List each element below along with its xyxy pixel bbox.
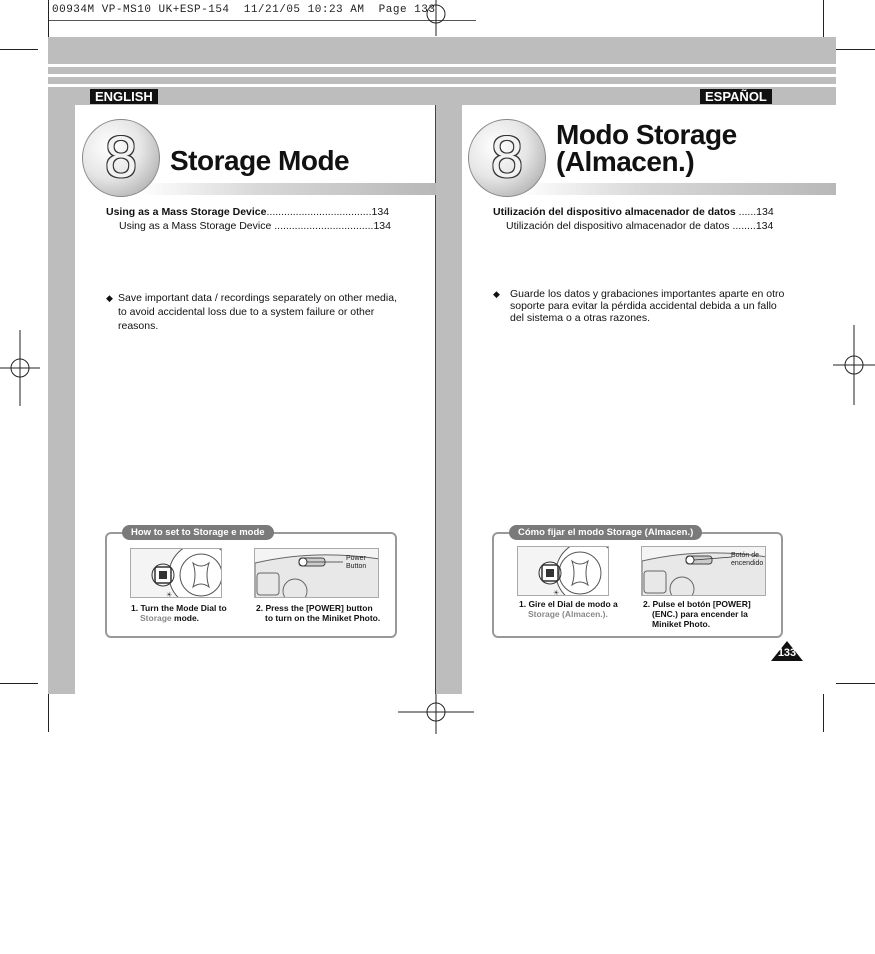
- header-band: [436, 37, 836, 59]
- toc-label: Using as a Mass Storage Device: [119, 220, 272, 232]
- toc-label: Using as a Mass Storage Device: [106, 206, 267, 218]
- step-caption: [131, 603, 246, 623]
- toc-entry[interactable]: [119, 219, 394, 233]
- toc-label: Utilización del dispositivo almacenador de datos: [493, 206, 736, 218]
- bullet-line: to avoid accidental loss due to a system failure or other: [118, 306, 375, 318]
- print-header: 00934M VP-MS10 UK+ESP-154 11/21/05 10:23 AM Page 133: [52, 4, 436, 16]
- callout-line: Button: [346, 563, 367, 570]
- bullet-line: soporte para evitar la pérdida accidental debida a un fallo: [510, 300, 777, 312]
- page-title: Storage Mode: [170, 145, 350, 176]
- step-text: mode.: [171, 613, 200, 623]
- mode-dial-illustration: [517, 546, 609, 596]
- diamond-bullet-icon: ◆: [106, 293, 113, 303]
- svg-text:☀: ☀: [166, 592, 173, 598]
- toc-dots: ......: [735, 206, 757, 218]
- step-line: (ENC.) para encender la: [652, 609, 748, 619]
- toc-dots: ..................................: [271, 220, 374, 232]
- mode-dial-illustration: [130, 548, 222, 598]
- bullet-note: [493, 288, 798, 330]
- language-bar: [436, 87, 836, 105]
- chapter-number: 8: [104, 125, 138, 190]
- page-title-line: Modo Storage: [556, 119, 737, 150]
- page-title-line: (Almacen.): [556, 146, 695, 177]
- registration-mark-icon: [0, 330, 40, 406]
- toc-entry[interactable]: [106, 205, 394, 219]
- step-highlight: Storage (Almacen.).: [528, 609, 608, 619]
- bullet-text: [118, 291, 397, 333]
- diamond-bullet-icon: ◆: [493, 289, 500, 299]
- step-line: 1. Gire el Dial de modo a: [519, 599, 618, 609]
- toc-entry[interactable]: [506, 219, 793, 233]
- step-highlight: Storage: [140, 613, 172, 623]
- toc-page: 134: [371, 206, 390, 218]
- toc-dots: ....................................: [266, 206, 372, 218]
- mode-dial-icon: [131, 549, 222, 598]
- page-title: [556, 121, 737, 175]
- crop-mark: [823, 694, 824, 732]
- callout-line: Botón de: [731, 552, 760, 559]
- side-strip: [436, 105, 462, 694]
- page-number: 133: [777, 647, 797, 659]
- crop-mark: [836, 49, 875, 50]
- toc-page: 134: [756, 206, 774, 218]
- step-caption: [519, 599, 634, 619]
- toc-entry[interactable]: [493, 205, 793, 219]
- toc-page: 134: [755, 220, 774, 232]
- step-line: [131, 613, 246, 623]
- crop-mark: [0, 49, 38, 50]
- step-line: 2. Press the [POWER] button: [256, 603, 373, 613]
- crop-mark: [0, 683, 38, 684]
- chapter-number: 8: [490, 125, 524, 190]
- callout-label: [346, 555, 366, 571]
- svg-text:☀: ☀: [553, 590, 560, 596]
- side-strip: [48, 105, 75, 694]
- bullet-note: [106, 291, 406, 336]
- step-line: 2. Pulse el botón [POWER]: [643, 599, 751, 609]
- crop-mark: [836, 683, 875, 684]
- step-line: to turn on the Miniket Photo.: [265, 613, 381, 623]
- title-underbar: [138, 183, 436, 195]
- bullet-line: reasons.: [118, 320, 159, 332]
- bullet-text: [510, 288, 784, 324]
- callout-line: Power: [346, 555, 366, 562]
- crop-mark: [48, 0, 49, 38]
- title-underbar: [516, 183, 836, 195]
- toc-page: 134: [373, 220, 391, 232]
- step-line: 1. Turn the Mode Dial to: [131, 603, 227, 613]
- language-label: ESPAÑOL: [700, 89, 772, 104]
- mode-dial-icon: [518, 547, 609, 596]
- crop-mark: [823, 0, 824, 38]
- registration-mark-icon: [833, 325, 875, 405]
- language-label: ENGLISH: [90, 89, 158, 104]
- header-band: [48, 37, 436, 59]
- bullet-line: Save important data / recordings separately on other media,: [118, 292, 397, 304]
- registration-mark-icon: [398, 694, 474, 734]
- bullet-line: del sistema o a otras razones.: [510, 312, 651, 324]
- registration-mark-icon: [398, 0, 474, 36]
- howto-title: Cómo fijar el modo Storage (Almacen.): [509, 525, 702, 540]
- toc-label: Utilización del dispositivo almacenador de datos: [506, 220, 730, 232]
- callout-label: [731, 552, 763, 568]
- bullet-line: Guarde los datos y grabaciones importantes aparte en otro: [510, 288, 785, 300]
- toc-dots: ........: [729, 220, 756, 232]
- step-caption: [643, 599, 778, 629]
- step-caption: [256, 603, 391, 623]
- step-line: Miniket Photo.: [652, 619, 711, 629]
- crop-mark: [48, 694, 49, 732]
- callout-line: encendido: [731, 560, 764, 567]
- howto-title: How to set to Storage e mode: [122, 525, 274, 540]
